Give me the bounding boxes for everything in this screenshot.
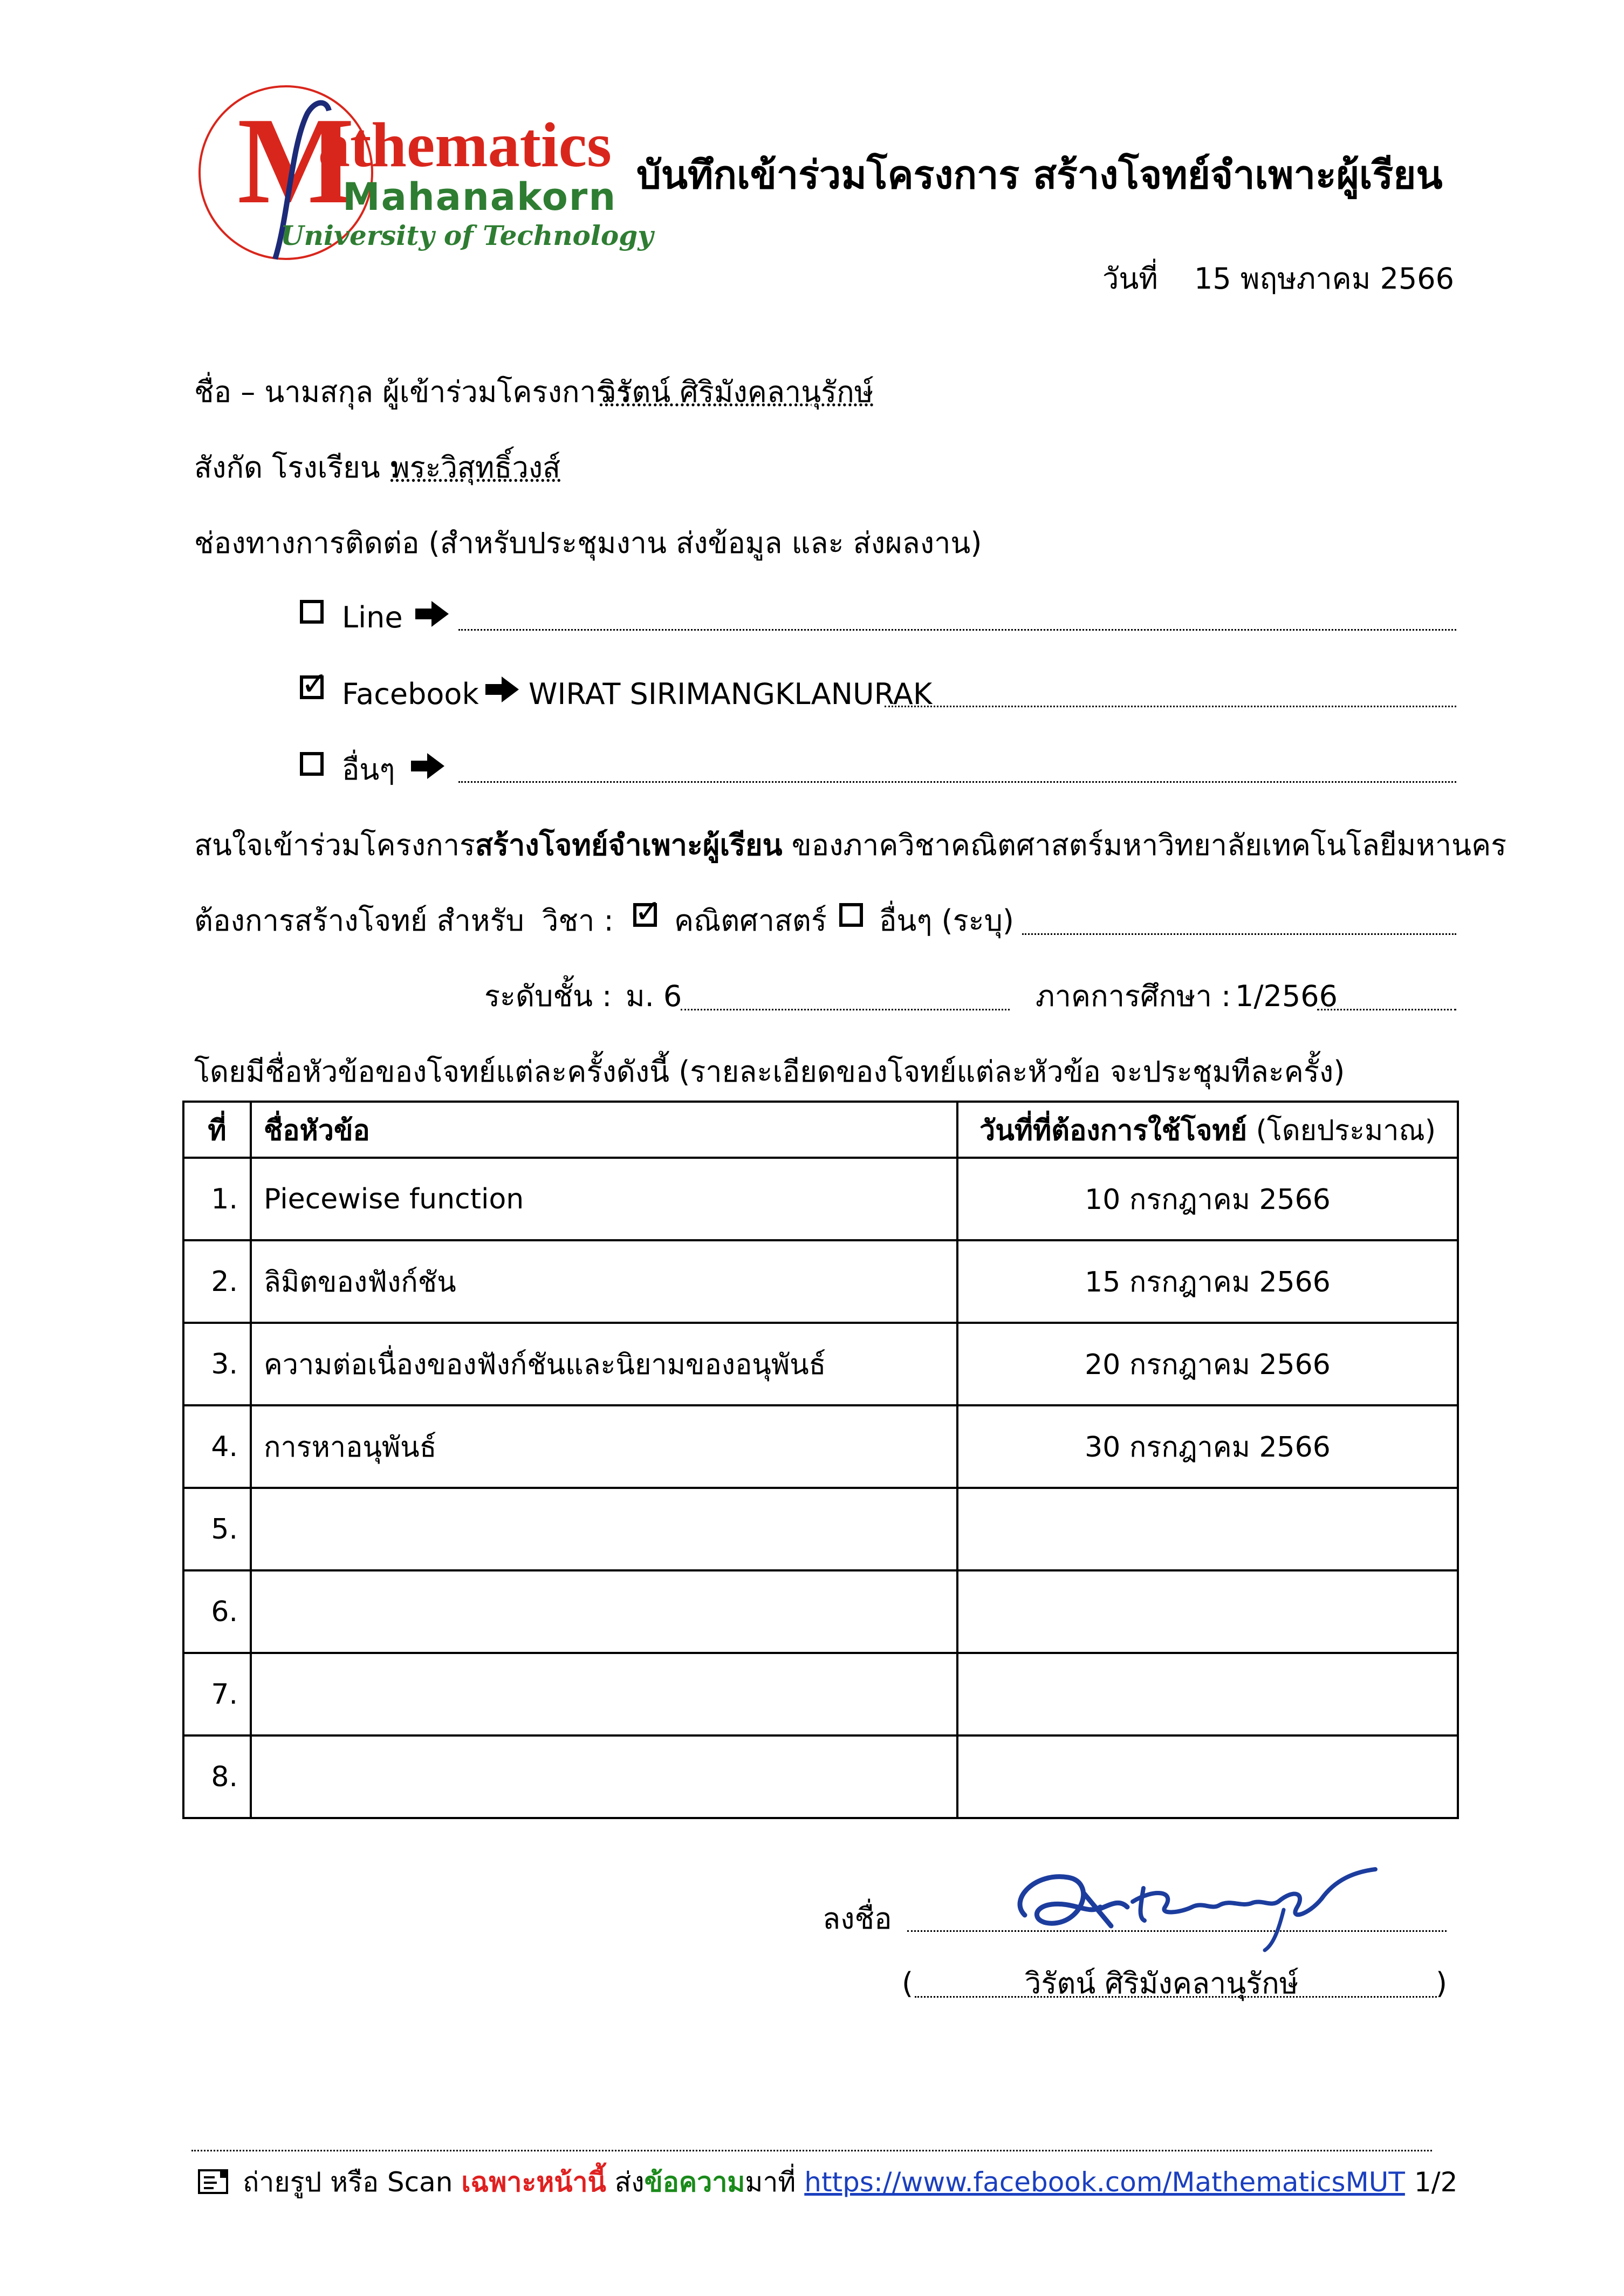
document-title: บันทึกเข้าร่วมโครงการ สร้างโจทย์จำเพาะผู้เรียน — [636, 152, 1443, 197]
row-no: 7. — [183, 1653, 251, 1735]
row-date[interactable]: 15 กรกฎาคม 2566 — [957, 1240, 1458, 1323]
table-row — [183, 1488, 1458, 1570]
row-topic[interactable]: Piecewise function — [251, 1158, 957, 1240]
line-input[interactable] — [458, 629, 1456, 631]
math-label: คณิตศาสตร์ — [674, 904, 827, 938]
subject-label: วิชา : — [542, 904, 614, 938]
other-contact-checkbox[interactable] — [300, 752, 324, 776]
math-check-icon: ✓ — [634, 893, 662, 931]
level-input-line — [681, 1009, 1010, 1010]
facebook-value[interactable]: WIRAT SIRIMANGKLANURAK — [529, 677, 933, 711]
table-row — [183, 1158, 1458, 1240]
table-row — [183, 1323, 1458, 1405]
semester-input-line — [1317, 1009, 1456, 1010]
page-number: 1/2 — [1414, 2167, 1458, 2198]
row-date[interactable] — [957, 1735, 1458, 1818]
date-value: 15 พฤษภาคม 2566 — [1194, 262, 1454, 296]
footer-text-3: มาที่ — [745, 2167, 805, 2198]
row-no: 8. — [183, 1735, 251, 1818]
facebook-link[interactable]: https://www.facebook.com/MathematicsMUT — [804, 2167, 1405, 2198]
row-topic[interactable] — [251, 1570, 957, 1653]
footer-instructions — [243, 2169, 1405, 2196]
other-subject-checkbox[interactable] — [839, 903, 863, 927]
row-date[interactable]: 10 กรกฎาคม 2566 — [957, 1158, 1458, 1240]
other-contact-input[interactable] — [458, 781, 1456, 783]
logo-word-university: University of Technology — [280, 220, 654, 251]
name-value: วิรัตน์ ศิริมังคลานุรักษ์ — [600, 375, 874, 409]
footer-text-2: ส่ง — [606, 2167, 645, 2198]
header-date-bold: วันที่ที่ต้องการใช้โจทย์ — [979, 1114, 1248, 1147]
header-no: ที่ — [183, 1102, 251, 1158]
topics-table — [182, 1101, 1459, 1819]
table-row — [183, 1735, 1458, 1818]
row-topic[interactable]: ลิมิตของฟังก์ชัน — [251, 1240, 957, 1323]
table-row — [183, 1653, 1458, 1735]
arrow-right-icon — [485, 676, 519, 702]
other-subject-label: อื่นๆ (ระบุ) — [879, 904, 1014, 938]
row-date[interactable] — [957, 1570, 1458, 1653]
footer-divider — [191, 2150, 1432, 2151]
logo-word-mathematics: athematics — [318, 110, 612, 180]
logo-word-mahanakorn: Mahanakorn — [342, 175, 617, 219]
row-date[interactable] — [957, 1488, 1458, 1570]
interest-prefix: สนใจเข้าร่วมโครงการ — [194, 828, 476, 862]
row-topic[interactable]: ความต่อเนื่องของฟังก์ชันและนิยามของอนุพันธ์ — [251, 1323, 957, 1405]
row-date[interactable]: 20 กรกฎาคม 2566 — [957, 1323, 1458, 1405]
handwritten-signature — [1003, 1856, 1381, 1964]
table-row — [183, 1570, 1458, 1653]
footer-red-text: เฉพาะหน้านี้ — [461, 2167, 606, 2198]
university-logo — [194, 81, 658, 264]
facebook-check-icon: ✓ — [301, 665, 328, 703]
line-label: Line — [342, 600, 403, 634]
subject-for-label: ต้องการสร้างโจทย์ สำหรับ — [194, 904, 524, 938]
row-topic[interactable]: การหาอนุพันธ์ — [251, 1405, 957, 1488]
svg-text:M: M — [237, 92, 355, 229]
name-label: ชื่อ – นามสกุล ผู้เข้าร่วมโครงการ : — [194, 375, 631, 409]
name-close-paren: ) — [1436, 1966, 1448, 2000]
header-date — [957, 1102, 1458, 1158]
facebook-input-line — [885, 706, 1456, 707]
note-icon — [197, 2169, 230, 2196]
school-label: สังกัด โรงเรียน : — [194, 450, 400, 484]
printed-name: วิรัตน์ ศิริมังคลานุรักษ์ — [1025, 1966, 1299, 2000]
name-open-paren: ( — [902, 1966, 914, 2000]
interest-suffix: ของภาควิชาคณิตศาสตร์มหาวิทยาลัยเทคโนโลยีมหานคร — [782, 828, 1507, 862]
row-no: 5. — [183, 1488, 251, 1570]
row-topic[interactable] — [251, 1735, 957, 1818]
arrow-right-icon — [411, 753, 444, 779]
other-contact-label: อื่นๆ — [342, 753, 395, 787]
row-date[interactable] — [957, 1653, 1458, 1735]
date-label: วันที่ — [1102, 262, 1158, 296]
line-checkbox[interactable] — [300, 600, 324, 624]
project-name: สร้างโจทย์จำเพาะผู้เรียน — [475, 828, 783, 862]
row-no: 6. — [183, 1570, 251, 1653]
other-subject-input[interactable] — [1022, 933, 1456, 935]
row-no: 4. — [183, 1405, 251, 1488]
table-row — [183, 1240, 1458, 1323]
school-value: พระวิสุทธิ์วงส์ — [390, 450, 561, 484]
row-no: 1. — [183, 1158, 251, 1240]
row-no: 3. — [183, 1323, 251, 1405]
row-topic[interactable] — [251, 1488, 957, 1570]
arrow-right-icon — [415, 601, 449, 627]
level-label: ระดับชั้น : — [484, 979, 612, 1013]
table-header-row — [183, 1102, 1458, 1158]
topics-intro: โดยมีชื่อหัวข้อของโจทย์แต่ละครั้งดังนี้ (รายละเอียดของโจทย์แต่ละหัวข้อ จะประชุมทีละครั้ง) — [194, 1055, 1345, 1089]
header-date-note: (โดยประมาณ) — [1247, 1114, 1436, 1147]
table-row — [183, 1405, 1458, 1488]
row-date[interactable]: 30 กรกฎาคม 2566 — [957, 1405, 1458, 1488]
facebook-label: Facebook — [342, 677, 479, 711]
header-topic: ชื่อหัวข้อ — [251, 1102, 957, 1158]
level-value[interactable]: ม. 6 — [626, 979, 682, 1013]
semester-value[interactable]: 1/2566 — [1235, 979, 1338, 1013]
interest-statement — [194, 828, 1507, 862]
footer-green-text: ข้อความ — [644, 2167, 745, 2198]
row-topic[interactable] — [251, 1653, 957, 1735]
footer-text-1: ถ่ายรูป หรือ Scan — [243, 2167, 462, 2198]
semester-label: ภาคการศึกษา : — [1036, 979, 1231, 1013]
row-no: 2. — [183, 1240, 251, 1323]
sign-label: ลงชื่อ — [823, 1902, 892, 1936]
contact-heading: ช่องทางการติดต่อ (สำหรับประชุมงาน ส่งข้อมูล และ ส่งผลงาน) — [194, 526, 982, 560]
